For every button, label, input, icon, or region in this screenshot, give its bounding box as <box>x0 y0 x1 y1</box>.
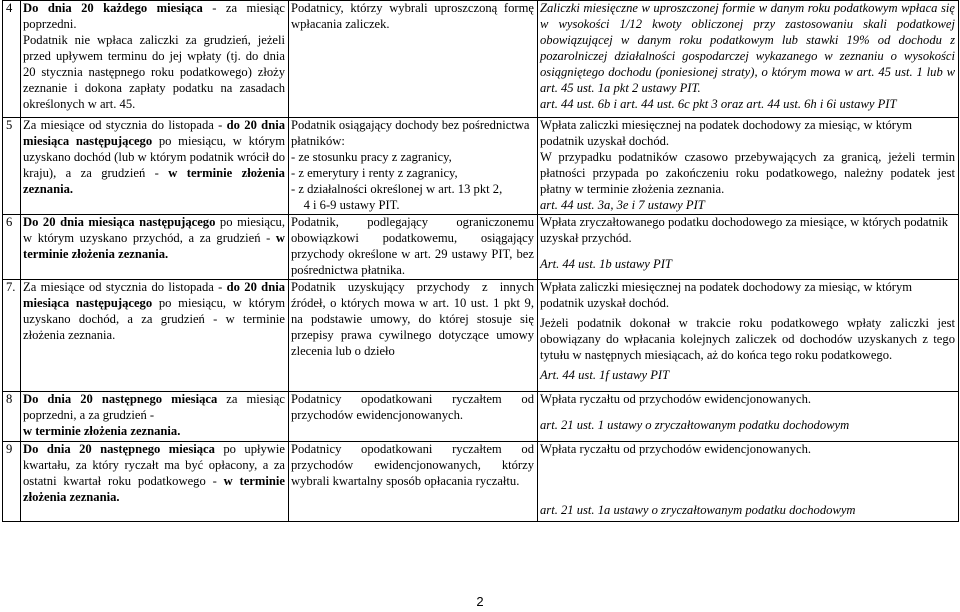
deadline-bold: Do dnia 20 następnego miesiąca <box>23 391 218 406</box>
table-row <box>3 279 959 391</box>
row-number: 7. <box>3 279 21 391</box>
description-text: Wpłata zryczałtowanego podatku dochodowego za miesiące, w których podatnik uzyskał przychód. <box>540 214 949 245</box>
deadline-bold: w terminie złożenia zeznania. <box>23 473 285 504</box>
deadline-bold: Do dnia 20 następnego miesiąca <box>23 441 215 456</box>
deadline-text: po miesiącu, w którym uzyskano dochód (lub w którym podatnik wrócił do kraju), a za grudzień - <box>23 133 285 180</box>
description-cell <box>538 441 959 521</box>
payment-deadline-cell <box>21 1 289 118</box>
legal-reference: art. 21 ust. 1 ustawy o zryczałtowanym podatku dochodowym <box>540 417 850 432</box>
description-cell <box>538 1 959 118</box>
payment-deadline-cell <box>21 118 289 215</box>
taxpayer-cell: Podatnik uzyskujący przychody z innych źródeł, o których mowa w art. 10 ust. 1 pkt 9, na podstawie umowy, do której stosuje się przepisy prawa cywilnego dotyczące umowy zlecenia lub o dzieło <box>289 279 538 391</box>
deadline-text: po miesiącu, w którym uzyskano przychód, a za grudzień - <box>23 214 285 245</box>
deadline-bold: do 20 dnia miesiąca następującego <box>23 279 285 310</box>
list-item: - ze stosunku pracy z zagranicy, <box>291 149 452 164</box>
description-text: Zaliczki miesięczne w uproszczonej formie w danym roku podatkowym wpłaca się w wysokości 1/12 kwoty obliczonej przy zastosowaniu skali podatkowej obowiązującej w danym roku podatkowym lub stawki 19% od dochodu z pozarolniczej działalności gospodarczej wykazanego w zeznaniu o wysokości osiągniętego dochodu (poniesionej straty), o którym mowa w art. 45 ust. 1 lub w art. 45 ust. 1a pkt 2 ustawy PIT. <box>540 1 955 95</box>
deadline-text: Za miesiące od stycznia do listopada - <box>23 279 223 294</box>
deadline-text: po miesiącu, w którym uzyskano dochód, a za grudzień - w terminie złożenia zeznania. <box>23 295 285 342</box>
description-cell <box>538 118 959 215</box>
legal-reference: art. 21 ust. 1a ustawy o zryczałtowanym podatku dochodowym <box>540 502 856 517</box>
tax-payment-table <box>2 0 959 522</box>
payment-deadline-cell <box>21 441 289 521</box>
deadline-bold: Do 20 dnia miesiąca następującego <box>23 214 216 229</box>
table-row <box>3 441 959 521</box>
list-item: 4 i 6-9 ustawy PIT. <box>291 197 400 212</box>
table-row <box>3 118 959 215</box>
row-number: 4 <box>3 1 21 118</box>
list-item: - z emerytury i renty z zagranicy, <box>291 165 458 180</box>
deadline-text: Za miesiące od stycznia do listopada - <box>23 118 223 132</box>
page-number: 2 <box>476 594 484 609</box>
list-item: - z działalności określonej w art. 13 pkt 2, <box>291 181 503 196</box>
legal-reference: art. 44 ust. 6b i art. 44 ust. 6c pkt 3 oraz art. 44 ust. 6h i 6i ustawy PIT <box>540 96 897 111</box>
deadline-text: po upływie kwartału, za który ryczałt ma być opłacony, a za ostatni kwartał roku podatkowego - <box>23 441 285 488</box>
description-text: W przypadku podatników czasowo przebywających za granicą, jeżeli termin płatności przypada po zakończeniu roku podatkowego, należny podatek jest płatny w terminie złożenia zeznania. <box>540 149 955 196</box>
payment-deadline-cell <box>21 214 289 279</box>
legal-reference: Art. 44 ust. 1b ustawy PIT <box>540 256 672 271</box>
legal-reference: Art. 44 ust. 1f ustawy PIT <box>540 367 670 382</box>
description-text: Wpłata ryczałtu od przychodów ewidencjonowanych. <box>540 391 812 406</box>
taxpayer-cell: Podatnicy opodatkowani ryczałtem od przychodów ewidencjonowanych. <box>289 391 538 441</box>
payment-deadline-cell <box>21 391 289 441</box>
row-number: 6 <box>3 214 21 279</box>
row-number: 5 <box>3 118 21 215</box>
description-cell <box>538 391 959 441</box>
deadline-bold: Do dnia 20 każdego miesiąca <box>23 1 203 15</box>
taxpayer-cell: Podatnik, podlegający ograniczonemu obowiązkowi podatkowemu, osiągający przychody określone w art. 29 ustawy PIT, bez pośrednictwa płatnika. <box>289 214 538 279</box>
deadline-bold: w terminie złożenia zeznania. <box>23 423 181 438</box>
row-number: 8 <box>3 391 21 441</box>
payment-deadline-cell <box>21 279 289 391</box>
deadline-text: za miesiąc poprzedni, a za grudzień - <box>23 391 285 422</box>
taxpayer-cell: Podatnicy, którzy wybrali uproszczoną formę wpłacania zaliczek. <box>289 1 538 118</box>
table-row <box>3 391 959 441</box>
description-cell <box>538 214 959 279</box>
deadline-text: - za miesiąc poprzedni. <box>23 1 285 31</box>
taxpayer-cell <box>289 118 538 215</box>
deadline-bold: do 20 dnia miesiąca następującego <box>23 118 285 148</box>
description-cell <box>538 279 959 391</box>
description-text: Wpłata ryczałtu od przychodów ewidencjonowanych. <box>540 441 812 456</box>
taxpayer-intro: Podatnik osiągający dochody bez pośrednictwa płatników: <box>291 118 530 148</box>
legal-reference: art. 44 ust. 3a, 3e i 7 ustawy PIT <box>540 197 705 212</box>
taxpayer-cell: Podatnicy opodatkowani ryczałtem od przychodów ewidencjonowanych, którzy wybrali kwartalny sposób opłacania ryczałtu. <box>289 441 538 521</box>
description-text: Wpłata zaliczki miesięcznej na podatek dochodowy za miesiąc, w którym podatnik uzyskał dochód. <box>540 279 913 310</box>
deadline-bold: w terminie złożenia zeznania. <box>23 230 285 261</box>
description-text: Wpłata zaliczki miesięcznej na podatek dochodowy za miesiąc, w którym podatnik uzyskał dochód. <box>540 118 913 148</box>
description-text: Jeżeli podatnik dokonał w trakcie roku podatkowego wpłaty zaliczki jest obowiązany do wpłacania kolejnych zaliczek od dochodów uzyskanych z tego tytułu w następnych miesiącach, aż do końca tego roku podatkowego. <box>540 315 955 362</box>
row-number: 9 <box>3 441 21 521</box>
deadline-bold: w terminie złożenia zeznania. <box>23 165 285 196</box>
deadline-note: Podatnik nie wpłaca zaliczki za grudzień, jeżeli przed upływem terminu do jej wpłaty (tj. do dnia 20 stycznia następnego roku podatkowego) złoży zeznanie i dokona zapłaty podatku na zasadach określonych w art. 45. <box>23 32 285 111</box>
table-row <box>3 214 959 279</box>
table-row <box>3 1 959 118</box>
